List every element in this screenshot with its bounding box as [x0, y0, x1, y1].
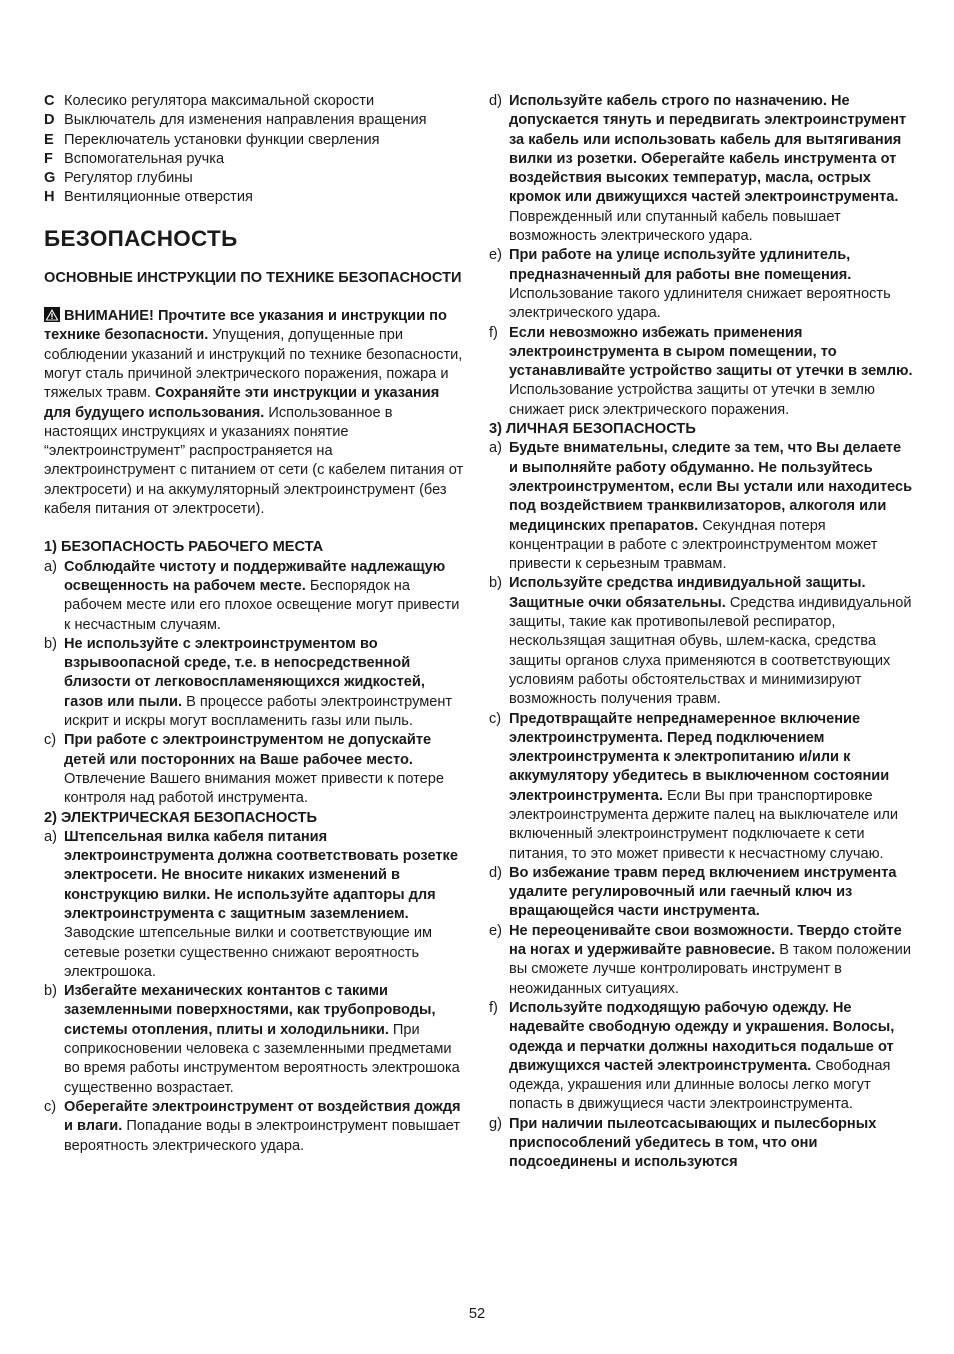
instruction-item: [489, 574, 913, 709]
item-marker: f): [489, 324, 498, 341]
item-bold-text: Используйте средства индивидуальной защиты. Защитные очки обязательны.: [509, 575, 866, 611]
list-electrical-safety-continued: [489, 92, 913, 420]
warning-bold-1: ВНИМАНИЕ! Прочтите все указания и инструкции по технике безопасности.: [44, 308, 447, 344]
item-plain-text: Свободная одежда, украшения или длинные волосы легко могут попасть в движущиеся части электроинструмента.: [509, 1057, 891, 1113]
item-marker: a): [44, 558, 57, 575]
part-key: F: [44, 150, 53, 167]
item-text: [509, 710, 913, 864]
part-label: Колесико регулятора максимальной скорости: [64, 93, 375, 109]
item-bold-text: Соблюдайте чистоту и поддерживайте надлежащую освещенность на рабочем месте.: [64, 558, 446, 594]
item-bold-text: При работе с электроинструментом не допускайте детей или посторонних на Ваше рабочее место.: [64, 732, 432, 768]
left-column: [44, 92, 464, 1156]
item-bold-text: При работе на улице используйте удлинитель, предназначенный для работы вне помещения.: [509, 247, 852, 283]
part-item: [44, 188, 464, 207]
part-label: Переключатель установки функции сверления: [64, 131, 380, 148]
item-marker: c): [44, 732, 57, 749]
item-text: [509, 439, 913, 574]
instruction-item: [489, 999, 913, 1115]
item-plain-text: Отвлечение Вашего внимания может привести к потере контроля над работой инструмента.: [64, 770, 445, 807]
part-label: Выключатель для изменения направления вращения: [64, 112, 427, 129]
item-plain-text: Если Вы при транспортировке электроинструмента держите палец на выключателе или включенный электроинструмент подключаете к сети питания, то это может привести к несчастному случаю.: [509, 787, 899, 862]
item-text: [509, 999, 913, 1115]
instruction-item: [489, 922, 913, 999]
instruction-item: [489, 710, 913, 864]
item-bold-text: Избегайте механических контантов с такими заземленными поверхностями, как трубопроводы, системы отопления, плиты и холодильники.: [64, 983, 436, 1038]
item-marker: b): [489, 575, 502, 592]
instruction-item: [44, 982, 464, 1098]
item-text: [509, 864, 913, 922]
item-marker: d): [489, 93, 502, 109]
item-text: [64, 558, 464, 635]
item-plain-text: В таком положении вы сможете лучше контролировать инструмент в неожиданных ситуациях.: [509, 942, 911, 997]
warning-paragraph: [44, 307, 464, 519]
item-plain-text: При соприкосновении человека с заземленными предметами во время работы инструментом вероятность электрошока существенно возрастает.: [64, 1021, 460, 1096]
item-bold-text: Используйте кабель строго по назначению. Не допускается тянуть и передвигать электроинструмент за кабель или использовать кабель для вытягивания вилки из розетки. Оберегайте кабель инструмента от воздействия высоких температур, масла, острых кромок или движущихся частей электроинструмента.: [509, 93, 907, 206]
instruction-item: [489, 864, 913, 922]
warning-text-2: Использованное в настоящих инструкциях и указаниях понятие “электроинструмент” распространяется на электроинструмент с питанием от сети (с кабелем питания от электросети) и на аккумуляторный электроинструмент (без кабеля питания от электросети).: [44, 404, 464, 518]
item-text: [509, 574, 913, 709]
item-text: [64, 982, 464, 1098]
item-marker: b): [44, 983, 57, 1000]
item-plain-text: Заводские штепсельные вилки и соответствующие им сетевые розетки существенно снижают вероятность электрошока.: [64, 925, 433, 980]
item-marker: c): [489, 710, 502, 727]
item-marker: e): [489, 247, 502, 264]
item-marker: c): [44, 1098, 57, 1115]
item-text: [509, 92, 913, 246]
item-text: [64, 1098, 464, 1156]
item-bold-text: Не переоценивайте свои возможности. Твердо стойте на ногах и удерживайте равновесие.: [509, 922, 902, 959]
item-bold-text: Не используйте с электроинструментом во взрывоопасной среде, т.е. в непосредственной близости от легковоспламеняющихся жидкостей, газов или пыли.: [64, 635, 425, 710]
right-column: [489, 92, 913, 1173]
item-marker: g): [489, 1115, 502, 1132]
item-text: [509, 324, 913, 420]
section-title: БЕЗОПАСНОСТЬ: [44, 225, 238, 251]
instruction-item: [489, 246, 913, 323]
item-bold-text: Во избежание травм перед включением инструмента удалите регулировочный или гаечный ключ из вращающейся части инструмента.: [509, 864, 897, 920]
part-label: Вспомогательная ручка: [64, 150, 225, 167]
item-bold-text: Предотвращайте непреднамеренное включение электроинструмента. Перед подключением электроинструмента к электропитанию и/или к аккумулятору убедитесь в выключенном состоянии электроинструмента.: [509, 710, 890, 804]
item-plain-text: Поврежденный или спутанный кабель повышает возможность электрического удара.: [509, 208, 841, 245]
section-subtitle: ОСНОВНЫЕ ИНСТРУКЦИИ ПО ТЕХНИКЕ БЕЗОПАСНОСТИ: [44, 269, 462, 286]
item-plain-text: Использование такого удлинителя снижает вероятность электрического удара.: [509, 285, 891, 322]
item-bold-text: Используйте подходящую рабочую одежду. Не надевайте свободную одежду и украшения. Волосы, одежда и перчатки должны находиться подальше от движущихся частей электроинструмента.: [509, 999, 895, 1074]
instruction-item: [44, 558, 464, 635]
part-key: E: [44, 131, 54, 148]
warning-bold-2: Сохраняйте эти инструкции и указания для будущего использования.: [44, 385, 440, 421]
item-marker: a): [44, 828, 57, 845]
item-text: [64, 731, 464, 808]
list-electrical-safety: [44, 828, 464, 1156]
warning-triangle-icon: [44, 307, 60, 322]
instruction-item: [489, 324, 913, 420]
parts-list: [44, 92, 464, 208]
item-text: [64, 828, 464, 982]
part-item: [44, 150, 464, 169]
heading-personal-safety: 3) ЛИЧНАЯ БЕЗОПАСНОСТЬ: [489, 421, 696, 438]
instruction-item: [44, 828, 464, 982]
part-label: Регулятор глубины: [64, 170, 193, 187]
list-personal-safety: [489, 439, 913, 1172]
item-bold-text: Штепсельная вилка кабеля питания электроинструмента должна соответствовать розетке электросети. Не вносите никаких изменений в конструкцию вилки. Не используйте адапторы для электроинструмента с защитным заземлением.: [64, 828, 458, 922]
item-bold-text: Будьте внимательны, следите за тем, что Вы делаете и выполняйте работу обдуманно. Не пользуйтесь электроинструментом, если Вы устали или находитесь под воздействием транквилизаторов, алкоголя или медицинских препаратов.: [509, 440, 913, 534]
item-plain-text: В процессе работы электроинструмент искрит и искры могут воспламенить газы или пыль.: [64, 693, 453, 730]
item-plain-text: Секундная потеря концентрации в работе с электроинструментом может привести к серьезным травмам.: [509, 517, 878, 573]
item-marker: a): [489, 440, 502, 457]
part-key: D: [44, 112, 55, 129]
item-marker: b): [44, 635, 57, 652]
item-text: [64, 635, 464, 731]
item-bold-text: При наличии пылеотсасывающих и пылесборных приспособлений убедитесь в том, что они подсоединены и используются: [509, 1115, 877, 1171]
item-text: [509, 1115, 913, 1173]
part-key: G: [44, 170, 56, 187]
item-plain-text: Средства индивидуальной защиты, такие как противопылевой респиратор, нескользящая защитная обувь, шлем-каска, средства защиты органов слуха применяются в соответствующих условиям работы обстоятельствах и минимизируют возможность получения травм.: [509, 594, 912, 708]
heading-electrical-safety: 2) ЭЛЕКТРИЧЕСКАЯ БЕЗОПАСНОСТЬ: [44, 809, 317, 826]
page-number: 52: [468, 1306, 486, 1322]
list-workplace-safety: [44, 558, 464, 809]
instruction-item: [489, 92, 913, 246]
part-label: Вентиляционные отверстия: [64, 189, 253, 206]
part-item: [44, 92, 464, 111]
item-bold-text: Если невозможно избежать применения электроинструмента в сыром помещении, то устанавливайте устройство защиты от утечки в землю.: [509, 324, 913, 380]
part-key: H: [44, 189, 55, 206]
instruction-item: [489, 439, 913, 574]
instruction-item: [44, 1098, 464, 1156]
instruction-item: [44, 635, 464, 731]
item-text: [509, 246, 913, 323]
part-key: C: [44, 93, 55, 109]
item-plain-text: Беспорядок на рабочем месте или его плохое освещение могут привести к несчастным случаям.: [64, 577, 460, 633]
part-item: [44, 131, 464, 150]
instruction-item: [489, 1115, 913, 1173]
warning-text-1: Упущения, допущенные при соблюдении указаний и инструкций по технике безопасности, могут сталь причиной электрического поражения, пожара и тяжелых травм.: [44, 327, 463, 402]
heading-workplace-safety: 1) БЕЗОПАСНОСТЬ РАБОЧЕГО МЕСТА: [44, 539, 324, 556]
part-item: [44, 169, 464, 188]
item-marker: f): [489, 999, 498, 1016]
item-plain-text: Использование устройства защиты от утечки в землю снижает риск электрического поражения.: [509, 382, 875, 418]
item-marker: e): [489, 922, 502, 939]
item-plain-text: Попадание воды в электроинструмент повышает вероятность электрического удара.: [64, 1118, 461, 1154]
instruction-item: [44, 731, 464, 808]
item-marker: d): [489, 864, 502, 881]
item-bold-text: Оберегайте электроинструмент от воздействия дождя и влаги.: [64, 1098, 461, 1135]
part-item: [44, 111, 464, 130]
item-text: [509, 922, 913, 999]
